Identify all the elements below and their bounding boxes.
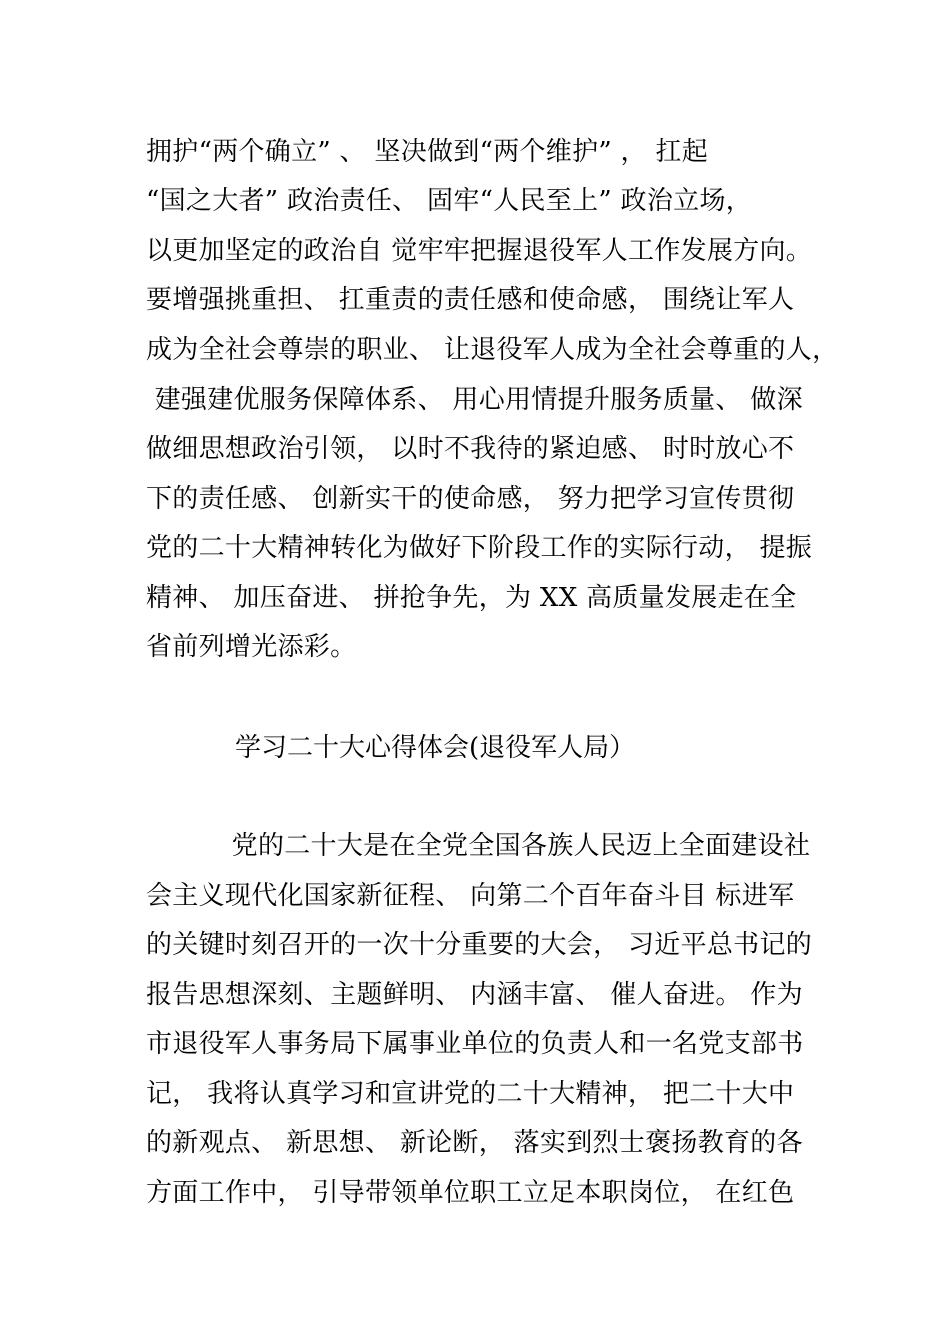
- text-line: 省前列增光添彩。: [146, 632, 357, 662]
- text-line: 要增强挑重担、 扛重责的责任感和使命感， 围绕让军人: [146, 285, 795, 315]
- text-line: 会主义现代化国家新征程、 向第二个百年奋斗目 标进军: [146, 881, 795, 911]
- text-line: 的关键时刻召开的一次十分重要的大会， 习近平总书记的: [146, 930, 813, 960]
- text-line: 党的二十大是在全党全国各族人民迈上全面建设社: [146, 831, 811, 861]
- text-line: 成为全社会尊崇的职业、 让退役军人成为全社会尊重的人，: [146, 335, 839, 365]
- text-line: 精神、 加压奋进、 拼抢争先，为 XX 高质量发展走在全: [146, 583, 797, 613]
- text-line: 做细思想政治引领， 以时不我待的紧迫感、 时时放心不: [146, 434, 795, 464]
- text-line: 下的责任感、 创新实干的使命感， 努力把学习宣传贯彻: [146, 484, 795, 514]
- text-line: 市退役军人事务局下属事业单位的负责人和一名党支部书: [146, 1029, 804, 1059]
- text-line: 报告思想深刻、主题鲜明、 内涵丰富、 催人奋进。 作为: [146, 980, 803, 1010]
- text-line: 拥护“两个确立” 、 坚决做到“两个维护” ， 扛起: [146, 137, 709, 167]
- text-line: 以更加坚定的政治自 觉牢牢把握退役军人工作发展方向。: [146, 236, 813, 266]
- section-title: 学习二十大心得体会(退役军人局）: [235, 733, 636, 763]
- text-line: 的新观点、 新思想、 新论断， 落实到烈士褒扬教育的各: [146, 1128, 803, 1158]
- text-line: 方面工作中， 引导带领单位职工立足本职岗位， 在红色: [146, 1178, 795, 1208]
- text-line: “国之大者” 政治责任、 固牢“人民至上” 政治立场，: [146, 186, 753, 216]
- text-line: 党的二十大精神转化为做好下阶段工作的实际行动， 提振: [146, 533, 813, 563]
- text-line: 建强建优服务保障体系、 用心用情提升服务质量、 做深: [146, 385, 803, 415]
- text-line: 记， 我将认真学习和宣讲党的二十大精神， 把二十大中: [146, 1079, 795, 1109]
